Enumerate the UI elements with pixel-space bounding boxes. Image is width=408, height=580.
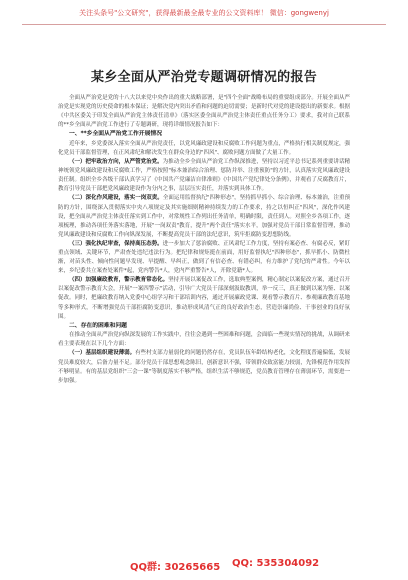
document-title: 某乡全面从严治党专题调研情况的报告 bbox=[90, 70, 318, 85]
document-body bbox=[58, 94, 350, 386]
top-banner bbox=[0, 0, 408, 26]
qq-group-number: QQ群: 30265665 bbox=[130, 562, 221, 573]
body-paragraph: 近年来，乡党委深入落实全面从严治党责任，以党风廉政建设和反腐败工作问题为重点，严格执行相关制度规定，强化党员干部监督管理，在正风肃纪和解决发生在群众身边的"四风"、腐败问题方面做了大量工作。 bbox=[58, 140, 350, 156]
body-paragraph: （一）基层组织建设薄弱。有些村支部力量弱化的问题仍然存在，党员队伍年龄结构老化，文化程度普遍偏低，发展党员难度较大，后备力量不足。部分党员干部思想观念陈旧，创新意识不强，带领群众致富能力较弱，先锋模范作用发挥不够明显。有的基层党组织"三会一课"等制度落实不够严格，组织生活不够规范，党员教育管理存在薄弱环节，需要进一步加强。 bbox=[58, 350, 350, 384]
subsection-heading: （三）强化执纪审查，保持高压态势。 bbox=[69, 240, 163, 247]
body-paragraph: （四）加强廉政教育，警示教育常态化。坚持开展以案促改工作，选取典型案例，精心制定以案促改方案，通过召开以案促改警示教育大会，开展"一案四警示"活动，引导广大党员干部深刻汲取教训，举一反三，真正做到以案为鉴、以案促改。同时，把廉政教育纳入党委中心组学习和干部培训内容，通过开展廉政党课、观看警示教育片、参观廉政教育基地等多种形式，不断增强党员干部拒腐防变意识，推动形成风清气正的良好政治生态，营造崇廉尚俭、干事创业的良好氛围。 bbox=[58, 277, 350, 320]
body-paragraph: （一）把牢政治方向，从严管党治党。为推动全乡全面从严治党工作纵深推进，坚持以习近平总书记系列重要讲话精神统领党风廉政建设和反腐败工作，严格按照"标本兼治综合治理、惩防并举、注重预防"的方针，认真落实党风廉政建设责任制。组织全乡各级干部认真学习了《中国共产党廉洁自律准则》《中国共产党纪律处分条例》，并观看了反腐教育片，教育引导党员干部把党风廉政建设作为分内之事，层层压实责任，并落实到具体工作。 bbox=[58, 159, 350, 193]
subsection-heading: （一）基层组织建设薄弱。 bbox=[69, 350, 136, 357]
qq-number: QQ: 535304092 bbox=[232, 558, 320, 569]
intro-paragraph: 全面从严治党是党的十八大以来党中央作出的重大战略部署，是"四个全面"战略布局的重要组成部分。开展全面从严治党是实现党的历史使命的根本保证；是解决党内突出矛盾和问题的迫切需要；是新时代对党的建设提出的新要求。根据《中共区委关于印发全面从严治党主体责任清单》（落实区委全面从严治党主体责任重点任务分工）要求，我对自己联系的**乡全面从严治党工作进行了专题调研，现将详细情况报告如下： bbox=[58, 95, 350, 129]
subsection-heading: （四）加强廉政教育，警示教育常态化。 bbox=[69, 277, 169, 284]
section-heading: 二、存在的困难和问题 bbox=[69, 322, 127, 329]
subsection-heading: （一）把牢政治方向，从严管党治党。 bbox=[69, 159, 163, 166]
banner-divider bbox=[22, 24, 386, 25]
body-paragraph: （二）深化作风建设，落实一岗双责。全面运用监督执纪"四种形态"，坚持抓早抓小、综合治理、标本兼治，注重预防的方针，围绕深入贯彻落实中央八项规定及其实施细则精神持续发力的工作要求，持之以恒纠正"四风"，深化作风建设，把全面从严治党主体责任落实到工作中，对常规性工作列出任务清单，明确时限，责任到人。对照全乡各项工作，逐项梳理，推动各项任务落实落地，开展"一岗双责"教育，提升"两个责任"落实水平，加强对党员干部日常监督管理，推动党风廉政建设和反腐败工作向纵深发展，不断提高党员干部的法纪意识，筑牢拒腐防变思想防线。 bbox=[58, 195, 350, 238]
banner-text: 关注头条号"公文研究"，获得最新最全最专业的公文资料库！ 微信：gongwenyj bbox=[79, 9, 329, 17]
body-paragraph: （三）强化执纪审查，保持高压态势。进一步加大了惩治腐败、正风肃纪工作力度，坚持有案必查、有腐必反，紧盯重点领域、关键环节，严肃查处违纪违法行为。把纪律和规矩挺在前面，用好监督执纪"四种形态"，抓早抓小、防微杜渐，对苗头性、倾向性问题早发现、早提醒、早纠正，做到了有信必查、有错必纠，有力维护了党纪的严肃性。今年以来，乡纪委共立案查处案件*起，党内警告*人，党内严重警告*人，开除党籍*人。 bbox=[58, 240, 350, 275]
section-heading: 一、**乡全面从严治党工作开展情况 bbox=[69, 131, 163, 138]
subsection-heading: （二）深化作风建设，落实一岗双责。 bbox=[69, 195, 163, 202]
body-paragraph: 在推动全面从严治党向纵深发展的工作实践中，往往会遇到一些困难和问题，会面临一些现实情况的挑战，从调研来看主要表现在以下几个方面： bbox=[58, 332, 350, 348]
footer bbox=[0, 558, 408, 572]
